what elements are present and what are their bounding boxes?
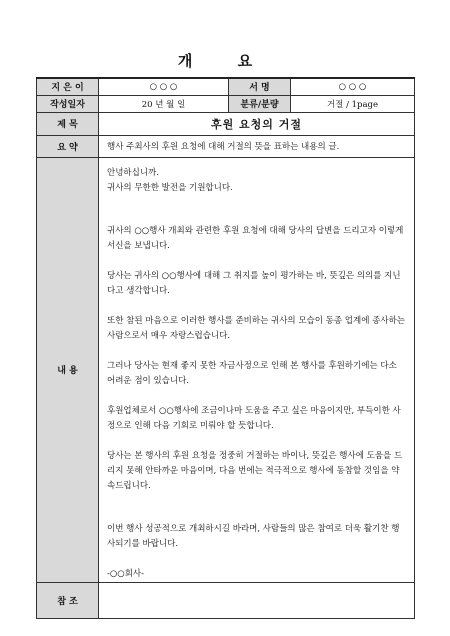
body-paragraph: 이번 행사 성공적으로 개최하시길 바라며, 사람들의 많은 참여로 더욱 활기찬 행사되기를 바랍니다. (107, 523, 400, 549)
notes-label: 참 조 (37, 582, 99, 618)
author-label: 지 은 이 (37, 78, 99, 95)
author-value: ○ ○ ○ (99, 78, 229, 95)
greeting-line: 귀사의 무한한 발전을 기원합니다. (107, 182, 233, 193)
category-value: 거절 / 1page (291, 95, 415, 112)
body-paragraph: 후원업체로서 ○○행사에 조금이나마 도움을 주고 싶은 마음이지만, 부득이한 사정으로 인해 다음 기회로 미뤄야 할 듯합니다. (107, 405, 401, 431)
document-title: 개 요 (177, 52, 273, 70)
category-label: 분류/분량 (229, 95, 291, 112)
content-label: 내 용 (37, 157, 99, 582)
body-paragraph: 당사는 본 행사의 후원 요청을 정중히 거절하는 바이나, 뜻깊은 행사에 도움을 드리지 못해 안타까운 마음이며, 다음 번에는 적극적으로 행사에 동참할 것임을 약속드립니다. (107, 450, 403, 491)
greeting-line: 안녕하십니까. (107, 167, 159, 178)
summary-table (36, 77, 415, 619)
signature: -○○회사- (107, 568, 144, 579)
signer-value: ○ ○ ○ (291, 78, 415, 95)
content-body (99, 157, 415, 582)
body-paragraph: 당사는 귀사의 ○○행사에 대해 그 취지를 높이 평가하는 바, 뜻깊은 의의를 지닌다고 생각합니다. (107, 270, 401, 296)
summary-label: 요 약 (37, 135, 99, 157)
date-label: 작성일자 (37, 95, 99, 112)
body-paragraph: 그러나 당사는 현재 좋지 못한 자금사정으로 인해 본 행사를 후원하기에는 다소 어려운 점이 있습니다. (107, 360, 397, 386)
body-paragraph: 또한 참된 마음으로 이러한 행사를 준비하는 귀사의 모습이 동종 업계에 종사하는 사람으로서 매우 자랑스럽습니다. (107, 315, 405, 341)
summary-value: 행사 주최사의 후원 요청에 대해 거절의 뜻을 표하는 내용의 글. (99, 135, 415, 157)
notes-value (99, 582, 415, 618)
subject-label: 제 목 (37, 112, 99, 135)
date-value: 20 년 월 일 (99, 95, 229, 112)
signer-label: 서 명 (229, 78, 291, 95)
body-paragraph: 귀사의 ○○행사 개최와 관련한 후원 요청에 대해 당사의 답변을 드리고자 이렇게 서신을 보냅니다. (107, 225, 404, 251)
subject-value: 후원 요청의 거절 (99, 112, 415, 135)
